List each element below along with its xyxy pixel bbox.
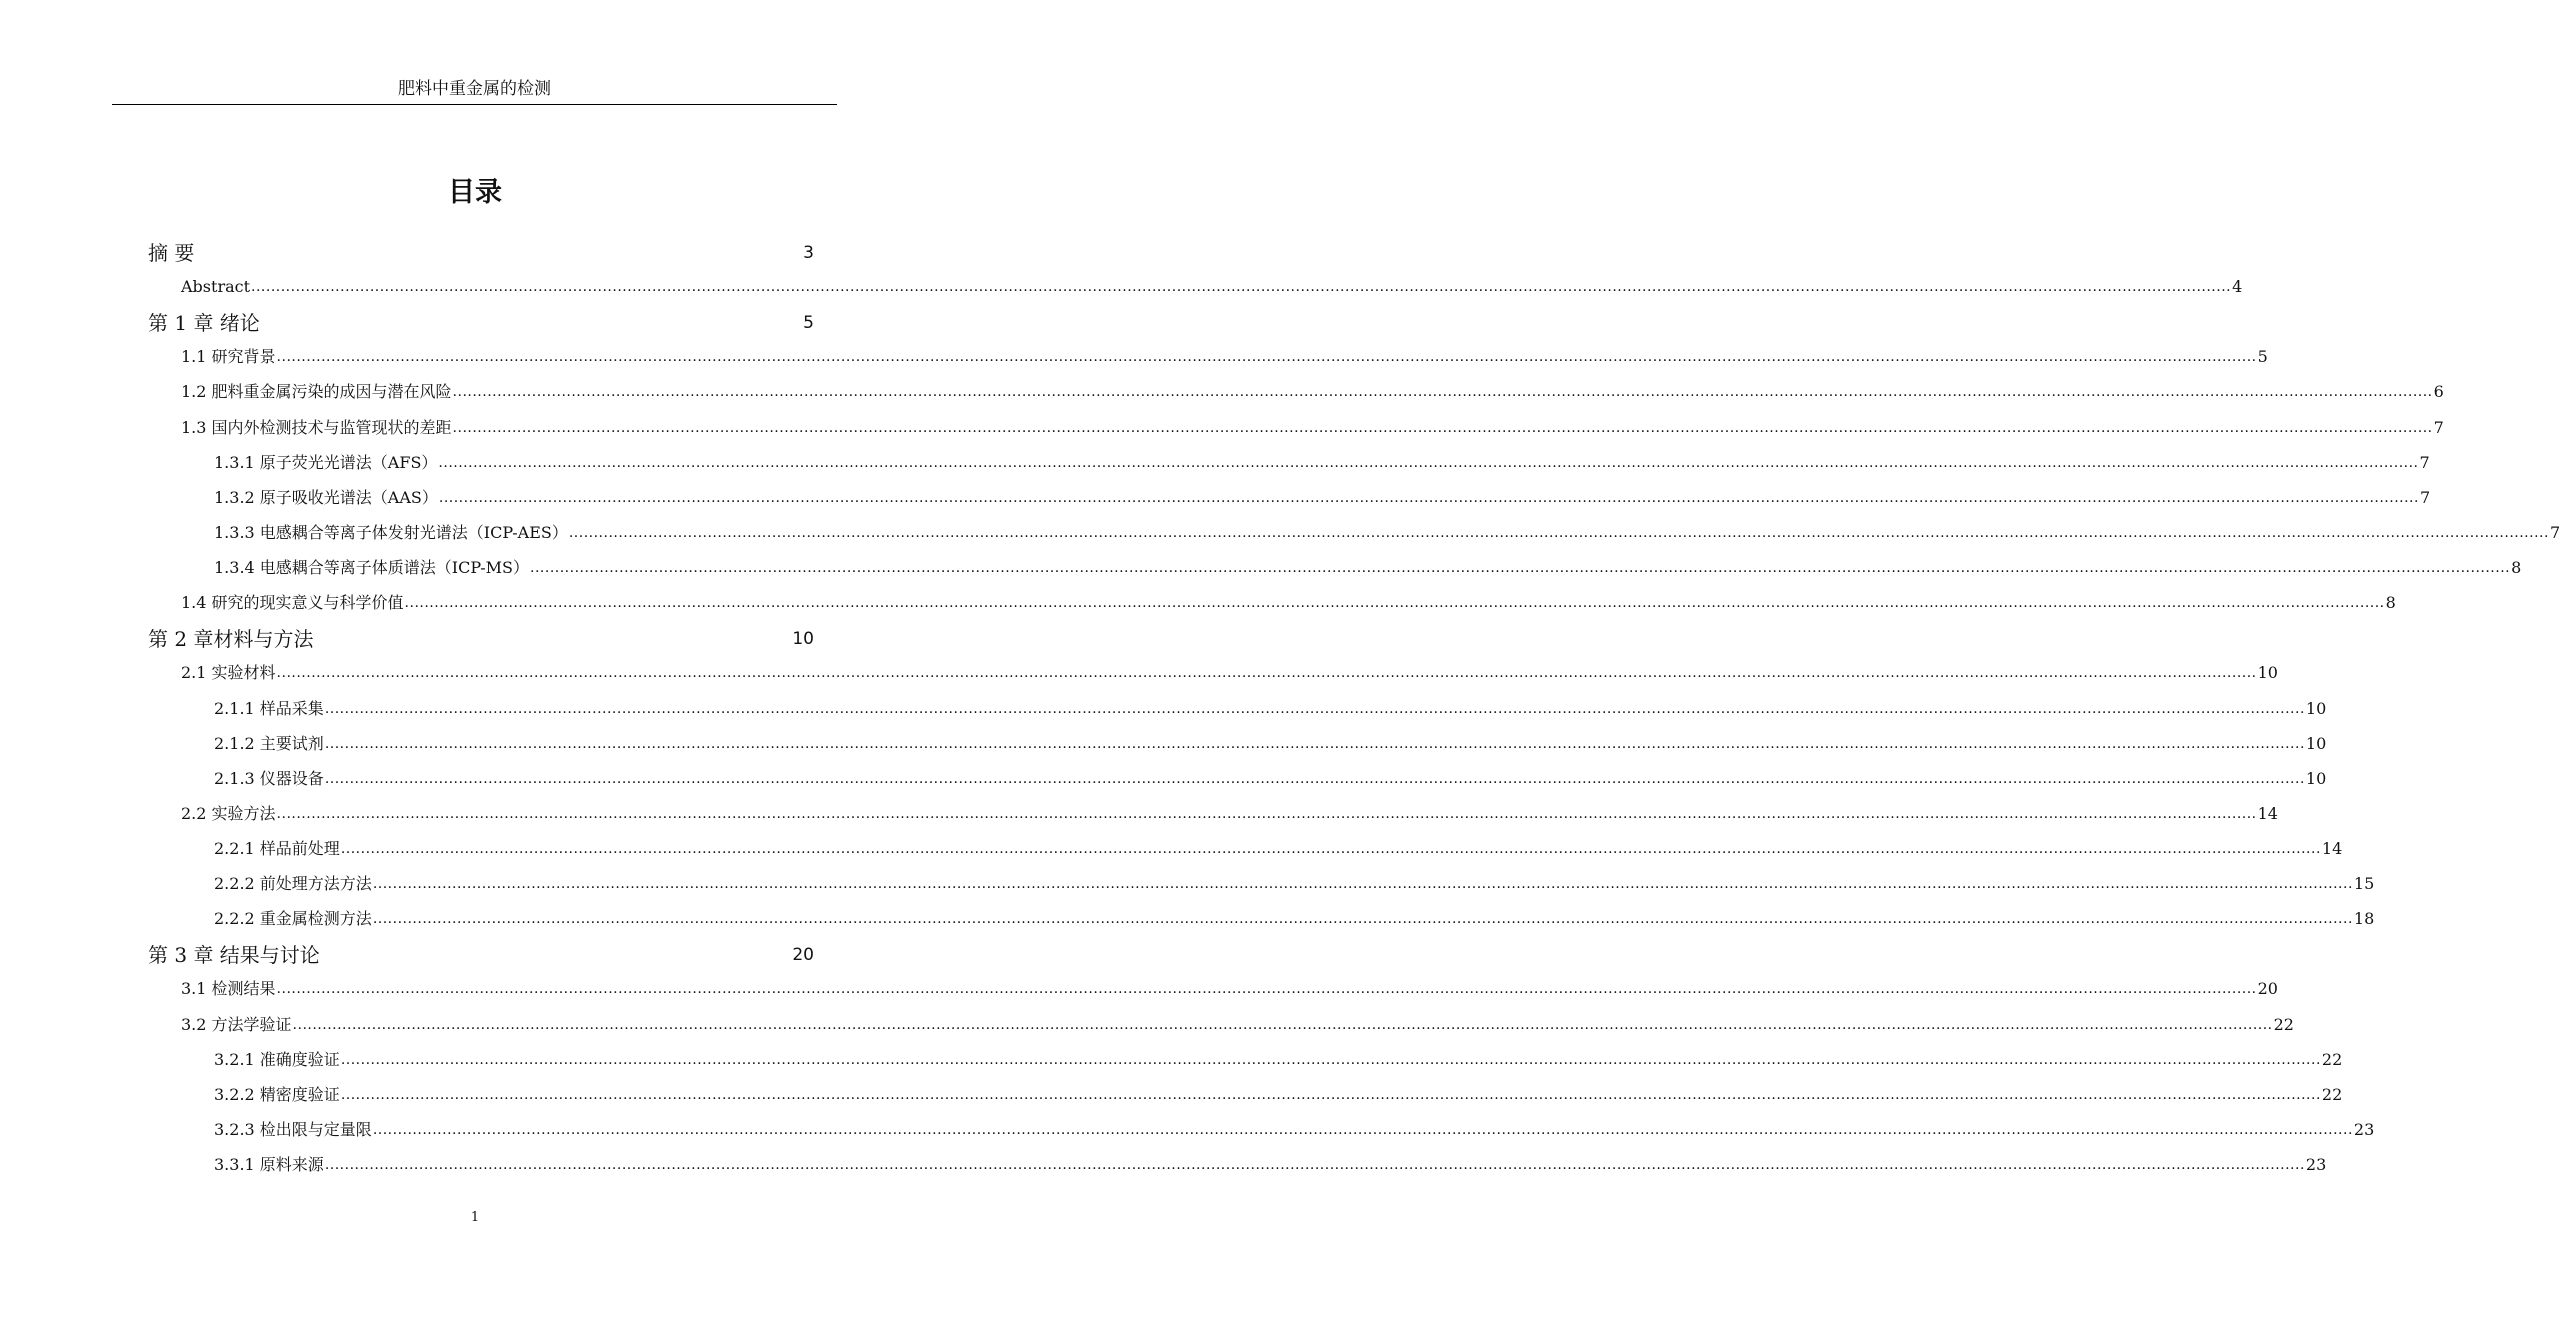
toc-entry-label: 3.2 方法学验证 <box>181 1015 292 1034</box>
toc-entry-label: 1.3.2 原子吸收光谱法（AAS） <box>214 488 438 507</box>
toc-section-entry[interactable] <box>214 453 2430 473</box>
toc-entry-label: 第 2 章材料与方法 <box>148 627 314 651</box>
toc-entry-label: 2.1 实验材料 <box>181 663 276 682</box>
toc-entry-label: 3.3.1 原料来源 <box>214 1155 324 1174</box>
toc-entry-page: 14 <box>2321 839 2343 858</box>
toc-entry-page: 7 <box>2419 488 2431 507</box>
toc-dot-leader: ................................................................................................................................................................................................................................................................................................................................................................................................................ <box>276 981 2257 997</box>
toc-dot-leader: ................................................................................................................................................................................................................................................................................................................................................................................................................ <box>404 595 2385 611</box>
toc-entry-page: 7 <box>2433 418 2444 437</box>
toc-section-entry[interactable] <box>214 839 2343 859</box>
toc-entry-label: 1.3.4 电感耦合等离子体质谱法（ICP-MS） <box>214 558 530 577</box>
toc-section-entry[interactable] <box>214 699 2327 719</box>
toc-entry-page: 5 <box>803 313 814 333</box>
toc-section-entry[interactable] <box>214 734 2327 754</box>
toc-dot-leader: ................................................................................................................................................................................................................................................................................................................................................................................................................ <box>530 560 2511 576</box>
toc-chapter-entry[interactable] <box>148 626 814 652</box>
toc-entry-label: 2.1.1 样品采集 <box>214 699 324 718</box>
toc-entry-label: 1.4 研究的现实意义与科学价值 <box>181 593 404 612</box>
toc-entry-label: 2.2.2 重金属检测方法 <box>214 909 372 928</box>
toc-dot-leader: ................................................................................................................................................................................................................................................................................................................................................................................................................ <box>340 841 2321 857</box>
toc-section-entry[interactable] <box>181 804 2278 824</box>
toc-chapter-entry[interactable] <box>148 310 814 336</box>
toc-section-entry[interactable] <box>214 523 2560 543</box>
toc-section-entry[interactable] <box>181 979 2278 999</box>
toc-title: 目录 <box>448 177 502 208</box>
toc-entry-label: 2.2 实验方法 <box>181 804 276 823</box>
toc-entry-page: 22 <box>2321 1050 2343 1069</box>
toc-entry-label: 1.2 肥料重金属污染的成因与潜在风险 <box>181 382 452 401</box>
toc-entry-page: 10 <box>792 629 814 649</box>
toc-section-entry[interactable] <box>214 874 2375 894</box>
toc-entry-label: 2.1.3 仪器设备 <box>214 769 324 788</box>
toc-section-entry[interactable] <box>181 593 2396 613</box>
toc-entry-page: 23 <box>2353 1120 2375 1139</box>
toc-dot-leader: ................................................................................................................................................................................................................................................................................................................................................................................................................ <box>568 525 2549 541</box>
toc-entry-label: 2.1.2 主要试剂 <box>214 734 324 753</box>
toc-dot-leader: ................................................................................................................................................................................................................................................................................................................................................................................................................ <box>340 1052 2321 1068</box>
toc-entry-label: 1.3.3 电感耦合等离子体发射光谱法（ICP-AES） <box>214 523 568 542</box>
toc-entry-page: 10 <box>2257 663 2278 682</box>
toc-entry-page: 6 <box>2433 382 2444 401</box>
toc-entry-page: 20 <box>792 945 814 965</box>
toc-chapter-entry[interactable] <box>148 942 814 968</box>
running-header: 肥料中重金属的检测 <box>398 79 551 99</box>
toc-entry-page: 10 <box>2305 734 2327 753</box>
toc-chapter-entry[interactable] <box>148 240 814 266</box>
toc-dot-leader: ................................................................................................................................................................................................................................................................................................................................................................................................................ <box>452 384 2433 400</box>
page-number: 1 <box>470 1210 480 1225</box>
toc-section-entry[interactable] <box>214 1155 2327 1175</box>
toc-dot-leader: ................................................................................................................................................................................................................................................................................................................................................................................................................ <box>276 665 2257 681</box>
toc-dot-leader: ................................................................................................................................................................................................................................................................................................................................................................................................................ <box>324 1157 2305 1173</box>
toc-entry-label: 1.3 国内外检测技术与监管现状的差距 <box>181 418 452 437</box>
toc-entry-label: 3.2.2 精密度验证 <box>214 1085 340 1104</box>
toc-section-entry[interactable] <box>214 558 2522 578</box>
toc-dot-leader: ................................................................................................................................................................................................................................................................................................................................................................................................................ <box>372 876 2353 892</box>
toc-entry-label: 3.2.3 检出限与定量限 <box>214 1120 372 1139</box>
toc-dot-leader: ................................................................................................................................................................................................................................................................................................................................................................................................................ <box>372 1122 2353 1138</box>
toc-entry-label: 3.1 检测结果 <box>181 979 276 998</box>
toc-section-entry[interactable] <box>181 277 2243 297</box>
toc-entry-page: 10 <box>2305 699 2327 718</box>
toc-entry-page: 3 <box>803 243 814 263</box>
toc-entry-page: 14 <box>2257 804 2278 823</box>
toc-dot-leader: ................................................................................................................................................................................................................................................................................................................................................................................................................ <box>324 771 2305 787</box>
toc-entry-label: 2.2.1 样品前处理 <box>214 839 340 858</box>
toc-section-entry[interactable] <box>181 1015 2294 1035</box>
toc-section-entry[interactable] <box>214 1050 2343 1070</box>
toc-entry-page: 22 <box>2321 1085 2343 1104</box>
toc-dot-leader: ................................................................................................................................................................................................................................................................................................................................................................................................................ <box>324 701 2305 717</box>
toc-dot-leader: ................................................................................................................................................................................................................................................................................................................................................................................................................ <box>276 349 2257 365</box>
toc-dot-leader: ................................................................................................................................................................................................................................................................................................................................................................................................................ <box>324 736 2305 752</box>
toc-entry-label: 第 3 章 结果与讨论 <box>148 943 320 967</box>
toc-entry-page: 8 <box>2511 558 2522 577</box>
toc-section-entry[interactable] <box>181 663 2278 683</box>
toc-entry-label: 1.1 研究背景 <box>181 347 276 366</box>
toc-section-entry[interactable] <box>181 382 2444 402</box>
toc-entry-page: 20 <box>2257 979 2278 998</box>
toc-section-entry[interactable] <box>214 769 2327 789</box>
toc-entry-page: 7 <box>2549 523 2560 542</box>
toc-dot-leader: ................................................................................................................................................................................................................................................................................................................................................................................................................ <box>452 420 2433 436</box>
toc-dot-leader: ................................................................................................................................................................................................................................................................................................................................................................................................................ <box>251 279 2232 295</box>
toc-section-entry[interactable] <box>214 488 2431 508</box>
toc-section-entry[interactable] <box>214 1085 2343 1105</box>
toc-section-entry[interactable] <box>214 1120 2375 1140</box>
toc-dot-leader: ................................................................................................................................................................................................................................................................................................................................................................................................................ <box>438 455 2419 471</box>
toc-dot-leader: ................................................................................................................................................................................................................................................................................................................................................................................................................ <box>372 911 2353 927</box>
toc-entry-page: 5 <box>2257 347 2268 366</box>
toc-entry-label: 1.3.1 原子荧光光谱法（AFS） <box>214 453 438 472</box>
toc-entry-label: 3.2.1 准确度验证 <box>214 1050 340 1069</box>
toc-entry-page: 18 <box>2353 909 2375 928</box>
toc-entry-label: 摘 要 <box>148 241 195 265</box>
toc-entry-page: 22 <box>2273 1015 2294 1034</box>
toc-dot-leader: ................................................................................................................................................................................................................................................................................................................................................................................................................ <box>438 490 2419 506</box>
toc-dot-leader: ................................................................................................................................................................................................................................................................................................................................................................................................................ <box>292 1017 2273 1033</box>
header-divider <box>112 104 837 105</box>
toc-entry-label: Abstract <box>181 277 251 296</box>
toc-dot-leader: ................................................................................................................................................................................................................................................................................................................................................................................................................ <box>340 1087 2321 1103</box>
toc-section-entry[interactable] <box>214 909 2375 929</box>
toc-entry-label: 第 1 章 绪论 <box>148 311 260 335</box>
toc-entry-page: 4 <box>2232 277 2243 296</box>
toc-section-entry[interactable] <box>181 418 2444 438</box>
toc-entry-label: 2.2.2 前处理方法方法 <box>214 874 372 893</box>
toc-entry-page: 15 <box>2353 874 2375 893</box>
toc-section-entry[interactable] <box>181 347 2268 367</box>
toc-entry-page: 23 <box>2305 1155 2327 1174</box>
toc-entry-page: 7 <box>2419 453 2430 472</box>
toc-entry-page: 10 <box>2305 769 2327 788</box>
toc-entry-page: 8 <box>2385 593 2396 612</box>
toc-dot-leader: ................................................................................................................................................................................................................................................................................................................................................................................................................ <box>276 806 2257 822</box>
